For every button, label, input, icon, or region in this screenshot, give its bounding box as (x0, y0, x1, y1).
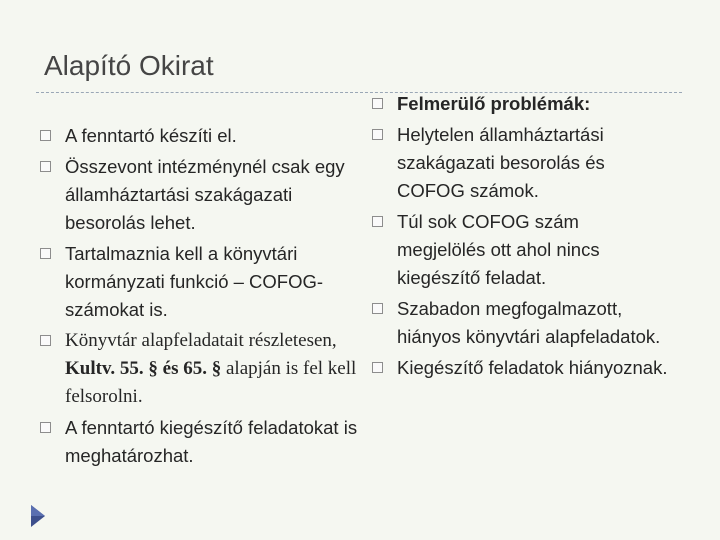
problems-heading (372, 90, 672, 118)
list-item (372, 121, 672, 205)
square-bullet-icon (40, 335, 51, 346)
right-bullet-list (372, 90, 672, 385)
list-item-text: Túl sok COFOG szám megjelölés ott ahol nincs kiegészítő feladat. (397, 211, 600, 288)
square-bullet-icon (372, 98, 383, 109)
square-bullet-icon (372, 303, 383, 314)
list-item (40, 153, 370, 237)
list-item (372, 208, 672, 292)
list-item (372, 354, 672, 382)
square-bullet-icon (372, 129, 383, 140)
list-item (40, 327, 370, 411)
list-item-text: A fenntartó kiegészítő feladatokat is meghatározhat. (65, 417, 358, 466)
list-item-text: Könyvtár alapfeladatait részletesen, (65, 330, 337, 351)
list-item (40, 240, 370, 324)
list-item-text: Kiegészítő feladatok hiányoznak. (397, 357, 668, 378)
square-bullet-icon (40, 248, 51, 259)
square-bullet-icon (372, 216, 383, 227)
list-item (40, 414, 370, 470)
play-arrow-icon[interactable] (28, 501, 48, 531)
list-item-text: Helytelen államháztartási szakágazati besorolás és COFOG számok. (397, 124, 605, 201)
square-bullet-icon (40, 422, 51, 433)
list-item-text: Tartalmaznia kell a könyvtári kormányzati funkció – COFOG- számokat is. (65, 243, 324, 320)
list-item (40, 122, 370, 150)
list-item-text: alapján is fel kell felsorolni. (65, 358, 357, 407)
square-bullet-icon (40, 161, 51, 172)
list-item (372, 295, 672, 351)
square-bullet-icon (372, 362, 383, 373)
list-item-text: Összevont intézménynél csak egy államháztartási szakágazati besorolás lehet. (65, 156, 345, 233)
left-bullet-list (40, 122, 370, 473)
square-bullet-icon (40, 130, 51, 141)
slide-title: Alapító Okirat (44, 50, 214, 81)
list-item-text: Szabadon megfogalmazott, hiányos könyvtári alapfeladatok. (397, 298, 661, 347)
list-item-text: A fenntartó készíti el. (65, 125, 237, 146)
heading-text: Felmerülő problémák: (397, 93, 591, 114)
law-reference: Kultv. 55. § és 65. § (65, 358, 222, 379)
